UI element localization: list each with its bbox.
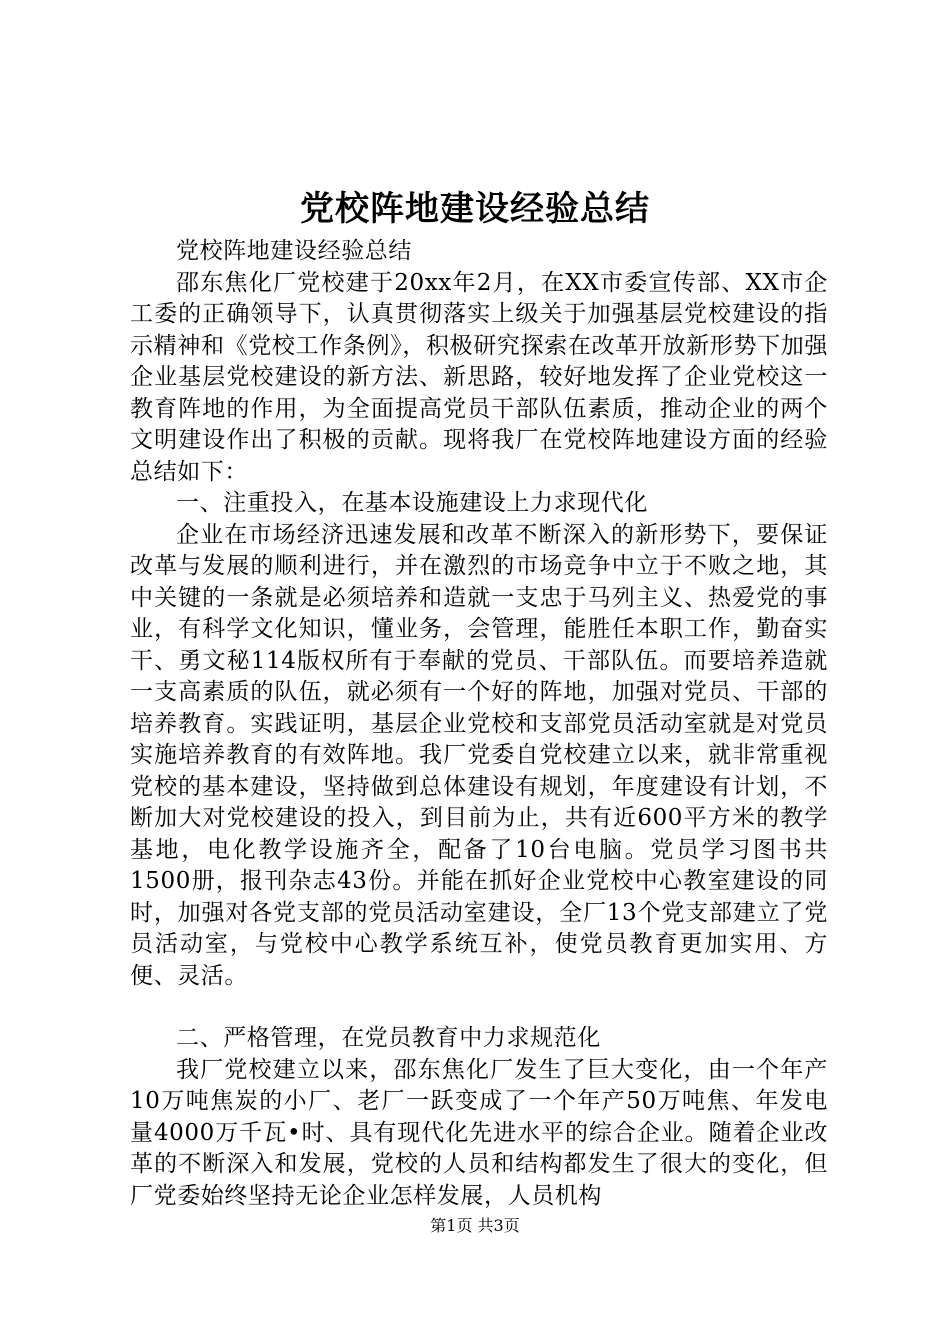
document-title: 党校阵地建设经验总结 [300,189,650,229]
intro-paragraph: 邵东焦化厂党校建于20xx年2月，在XX市委宣传部、XX市企工委的正确领导下，认真贯彻落实上级关于加强基层党校建设的指示精神和《党校工作条例》，积极研究探索在改革开放新形势下加强企业基层党校建设的新方法、新思路，较好地发挥了企业党校这一教育阵地的作用，为全面提高党员干部队伍素质，推动企业的两个文明建设作出了积极的贡献。现将我厂在党校阵地建设方面的经验总结如下： [130,269,828,485]
document-body [130,236,828,1212]
section-heading-2: 二、严格管理，在党员教育中力求规范化 [176,1025,601,1051]
subtitle-paragraph: 党校阵地建设经验总结 [176,238,412,264]
section-1-paragraph: 企业在市场经济迅速发展和改革不断深入的新形势下，要保证改革与发展的顺利进行，并在激烈的市场竞争中立于不败之地，其中关键的一条就是必须培养和造就一支忠于马列主义、热爱党的事业，有科学文化知识，懂业务，会管理，能胜任本职工作，勤奋实干、勇文秘114版权所有于奉献的党员、干部队伍。而要培养造就一支高素质的队伍，就必须有一个好的阵地，加强对党员、干部的培养教育。实践证明，基层企业党校和支部党员活动室就是对党员实施培养教育的有效阵地。我厂党委自党校建立以来，就非常重视党校的基本建设，坚持做到总体建设有规划，年度建设有计划，不断加大对党校建设的投入，到目前为止，共有近600平方米的教学基地，电化教学设施齐全，配备了10台电脑。党员学习图书共1500册，报刊杂志43份。并能在抓好企业党校中心教室建设的同时，加强对各党支部的党员活动室建设，全厂13个党支部建立了党员活动室，与党校中心教学系统互补，使党员教育更加实用、方便、灵活。 [130,521,828,989]
page-footer: 第1页 共3页 [430,1216,520,1235]
section-2-paragraph: 我厂党校建立以来，邵东焦化厂发生了巨大变化，由一个年产10万吨焦炭的小厂、老厂一跃变成了一个年产50万吨焦、年发电量4000万千瓦•时、具有现代化先进水平的综合企业。随着企业改革的不断深入和发展，党校的人员和结构都发生了很大的变化，但厂党委始终坚持无论企业怎样发展，人员机构 [130,1056,828,1209]
section-heading-1: 一、注重投入，在基本设施建设上力求现代化 [176,490,648,516]
